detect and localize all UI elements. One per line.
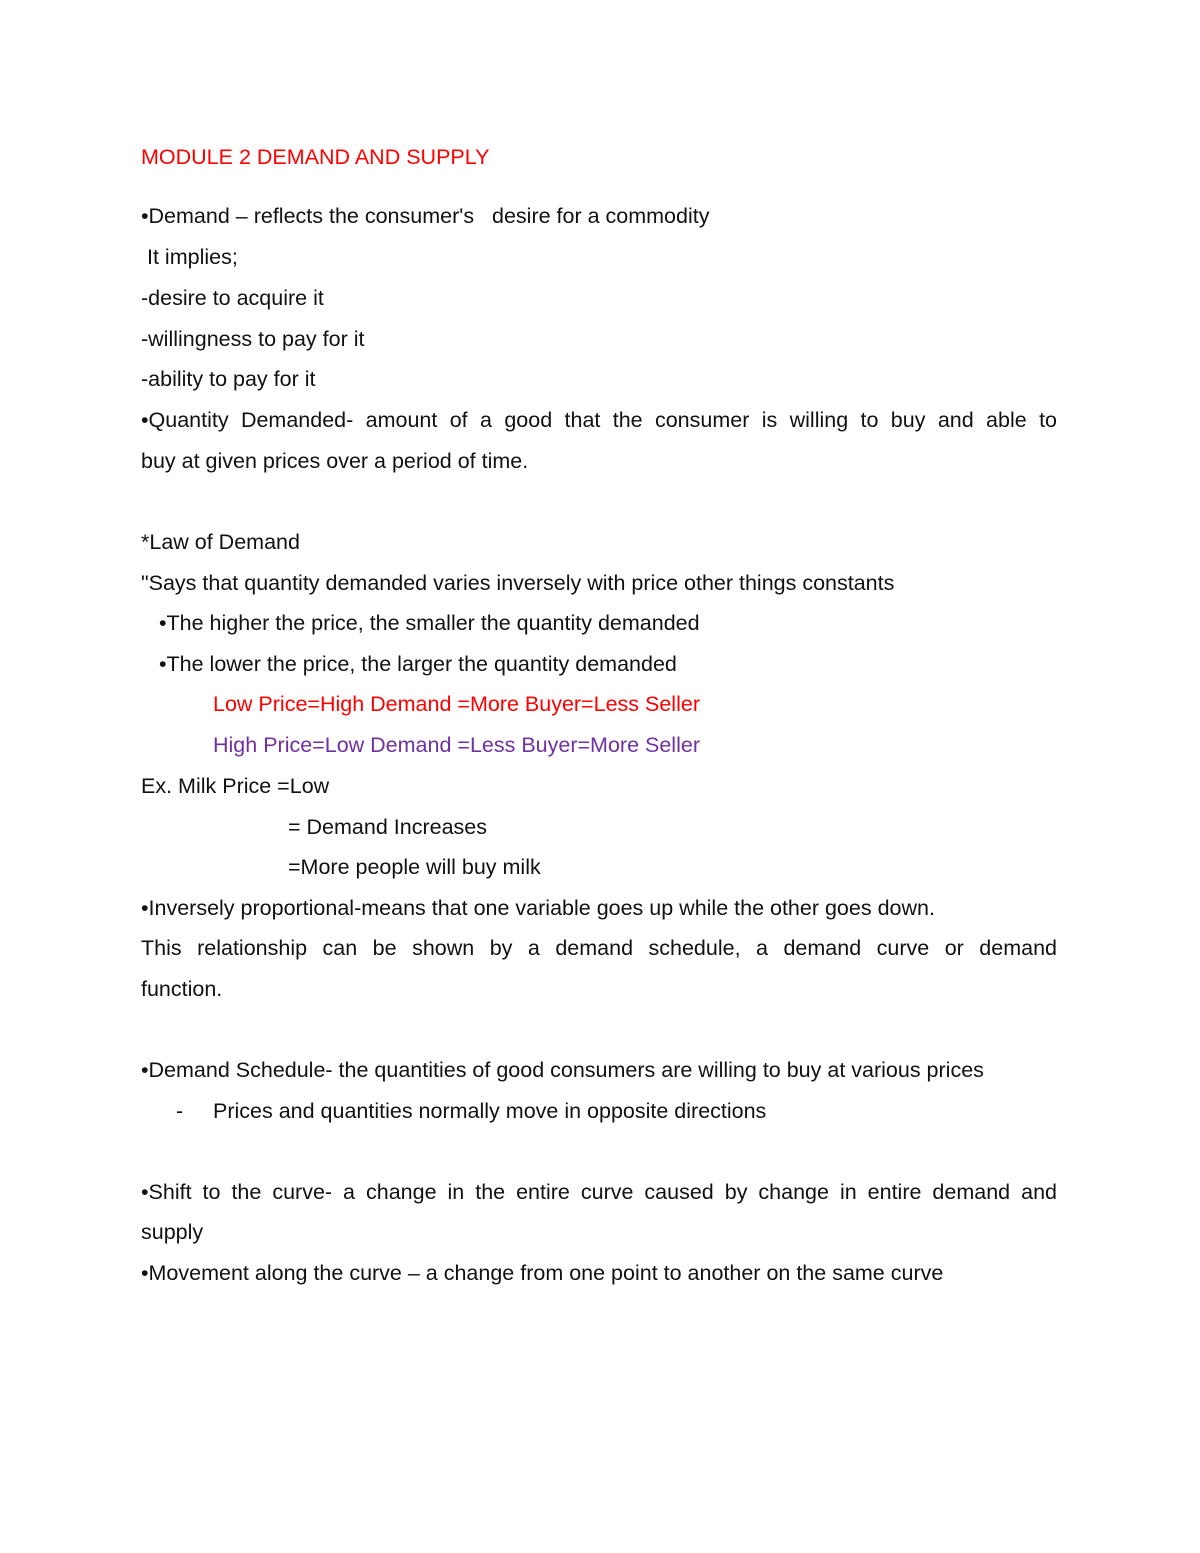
low-price-equation: Low Price=High Demand =More Buyer=Less Seller — [213, 692, 700, 716]
more-people-text: =More people will buy milk — [288, 855, 541, 879]
module-title: MODULE 2 DEMAND AND SUPPLY — [141, 145, 490, 169]
it-implies-text: It implies; — [147, 245, 238, 269]
shift-curve-definition-line-1: •Shift to the curve- a change in the entire curve caused by change in entire demand and — [141, 1180, 1057, 1204]
law-of-demand-statement: "Says that quantity demanded varies inversely with price other things constants — [141, 571, 895, 595]
higher-price-bullet: •The higher the price, the smaller the quantity demanded — [159, 611, 700, 635]
quantity-demanded-definition-line-1: •Quantity Demanded- amount of a good that the consumer is willing to buy and able to — [141, 408, 1057, 432]
demand-definition: •Demand – reflects the consumer's desire for a commodity — [141, 204, 710, 228]
law-of-demand-heading: *Law of Demand — [141, 530, 300, 554]
inversely-proportional-definition: •Inversely proportional-means that one variable goes up while the other goes down. — [141, 896, 935, 920]
shift-curve-definition-line-2: supply — [141, 1220, 204, 1244]
relationship-line-1: This relationship can be shown by a demand schedule, a demand curve or demand — [141, 936, 1057, 960]
lower-price-bullet: •The lower the price, the larger the quantity demanded — [159, 652, 677, 676]
demand-increases-text: = Demand Increases — [288, 815, 487, 839]
milk-example: Ex. Milk Price =Low — [141, 774, 330, 798]
ability-item: -ability to pay for it — [141, 367, 316, 391]
willingness-item: -willingness to pay for it — [141, 327, 365, 351]
desire-item: -desire to acquire it — [141, 286, 324, 310]
movement-along-curve-definition: •Movement along the curve – a change from one point to another on the same curve — [141, 1261, 944, 1285]
relationship-line-2: function. — [141, 977, 223, 1001]
schedule-sub-item: Prices and quantities normally move in opposite directions — [213, 1099, 767, 1123]
high-price-equation: High Price=Low Demand =Less Buyer=More Seller — [213, 733, 700, 757]
schedule-dash: - — [176, 1099, 184, 1123]
quantity-demanded-definition-line-2: buy at given prices over a period of time. — [141, 449, 529, 473]
demand-schedule-definition: •Demand Schedule- the quantities of good consumers are willing to buy at various prices — [141, 1058, 984, 1082]
